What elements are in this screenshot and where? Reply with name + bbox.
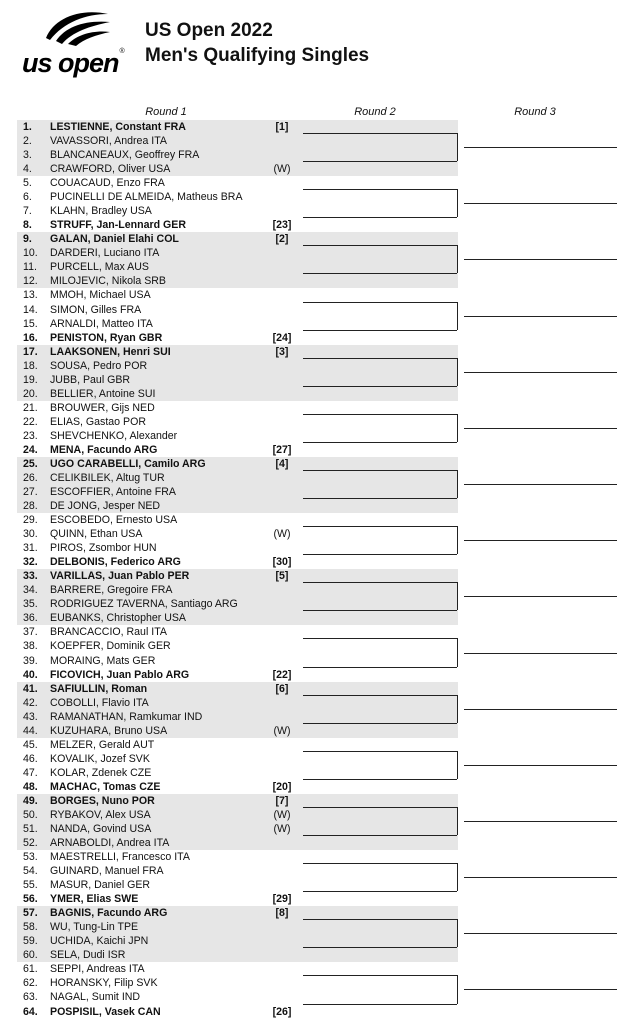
player-num: 55. — [23, 879, 38, 892]
player-name: HORANSKY, Filip SVK — [50, 977, 158, 990]
player-row — [17, 1005, 297, 1019]
player-row — [17, 611, 297, 625]
player-name: ARNALDI, Matteo ITA — [50, 317, 153, 330]
title-line-2: Men's Qualifying Singles — [145, 45, 370, 66]
player-note: [3] — [275, 345, 289, 358]
player-num: 36. — [23, 612, 38, 625]
player-name: RYBAKOV, Alex USA — [50, 808, 151, 821]
round-3-slot-line — [464, 989, 617, 990]
player-row — [17, 583, 297, 597]
player-num: 10. — [23, 247, 38, 260]
player-name: ESCOBEDO, Ernesto USA — [50, 514, 178, 527]
round-2-slot-line — [303, 498, 457, 499]
player-name: SEPPI, Andreas ITA — [50, 963, 145, 976]
player-name: FICOVICH, Juan Pablo ARG — [50, 668, 190, 681]
player-num: 13. — [23, 289, 38, 302]
player-row — [17, 288, 297, 302]
round-2-slot-line — [303, 779, 457, 780]
player-num: 30. — [23, 528, 38, 541]
round-2-slot-line — [303, 919, 457, 920]
player-row — [17, 794, 297, 808]
player-num: 11. — [23, 261, 37, 274]
round-2-slot-line — [303, 273, 457, 274]
player-num: 64. — [23, 1005, 38, 1018]
round-3-slot-line — [464, 203, 617, 204]
round-2-slot-line — [303, 217, 457, 218]
player-name: QUINN, Ethan USA — [50, 528, 143, 541]
player-row — [17, 120, 297, 134]
us-open-logo — [22, 8, 134, 80]
player-row — [17, 443, 297, 457]
player-note: [23] — [272, 219, 292, 232]
round-2-slot-line — [303, 133, 457, 134]
player-row — [17, 780, 297, 794]
round-3-slot-line — [464, 709, 617, 710]
player-num: 21. — [23, 401, 38, 414]
round-2-connector — [457, 975, 458, 1003]
player-name: COBOLLI, Flavio ITA — [50, 696, 149, 709]
player-row — [17, 176, 297, 190]
player-row — [17, 639, 297, 653]
player-row — [17, 668, 297, 682]
round-2-connector — [457, 526, 458, 554]
player-name: BORGES, Nuno POR — [50, 794, 155, 807]
player-num: 18. — [23, 359, 38, 372]
player-row — [17, 457, 297, 471]
player-num: 9. — [23, 233, 32, 246]
player-name: KLAHN, Bradley USA — [50, 205, 152, 218]
round-2-slot-line — [303, 723, 457, 724]
round-2-slot-line — [303, 414, 457, 415]
round-3-slot-line — [464, 316, 617, 317]
round-2-slot-line — [303, 330, 457, 331]
round-3-slot-line — [464, 821, 617, 822]
round-2-connector — [457, 863, 458, 891]
player-num: 34. — [23, 584, 38, 597]
player-num: 62. — [23, 977, 38, 990]
round-3-slot-line — [464, 596, 617, 597]
round-2-slot-line — [303, 554, 457, 555]
player-row — [17, 878, 297, 892]
player-num: 7. — [23, 205, 32, 218]
player-num: 6. — [23, 191, 32, 204]
round-2-slot-line — [303, 835, 457, 836]
round-1-header: Round 1 — [145, 106, 187, 118]
player-num: 15. — [23, 317, 38, 330]
player-name: ESCOFFIER, Antoine FRA — [50, 486, 176, 499]
player-name: SAFIULLIN, Roman — [50, 682, 148, 695]
round-3-slot-line — [464, 933, 617, 934]
player-num: 53. — [23, 851, 38, 864]
player-note: [26] — [272, 1005, 292, 1018]
player-name: COUACAUD, Enzo FRA — [50, 177, 165, 190]
player-row — [17, 429, 297, 443]
player-name: RAMANATHAN, Ramkumar IND — [50, 710, 203, 723]
player-note: [20] — [272, 780, 292, 793]
player-name: STRUFF, Jan-Lennard GER — [50, 219, 186, 232]
player-row — [17, 345, 297, 359]
player-name: DE JONG, Jesper NED — [50, 500, 161, 513]
player-row — [17, 597, 297, 611]
player-num: 61. — [23, 963, 38, 976]
player-note: (W) — [273, 808, 291, 821]
player-name: BRANCACCIO, Raul ITA — [50, 626, 167, 639]
player-num: 12. — [23, 275, 38, 288]
player-row — [17, 317, 297, 331]
player-num: 42. — [23, 696, 38, 709]
round-2-connector — [457, 358, 458, 386]
page-title — [145, 18, 369, 68]
player-note: [24] — [272, 331, 292, 344]
round-2-slot-line — [303, 245, 457, 246]
round-2-slot-line — [303, 582, 457, 583]
round-2-slot-line — [303, 386, 457, 387]
round-2-slot-line — [303, 302, 457, 303]
player-name: KOVALIK, Jozef SVK — [50, 752, 150, 765]
player-name: BELLIER, Antoine SUI — [50, 387, 156, 400]
player-name: MORAING, Mats GER — [50, 654, 156, 667]
tennis-ball-flame-icon — [40, 8, 112, 46]
player-num: 32. — [23, 556, 38, 569]
player-num: 33. — [23, 570, 38, 583]
player-name: MELZER, Gerald AUT — [50, 738, 155, 751]
player-num: 43. — [23, 710, 38, 723]
player-num: 41. — [23, 682, 38, 695]
player-name: SOUSA, Pedro POR — [50, 359, 148, 372]
player-num: 24. — [23, 443, 38, 456]
player-num: 50. — [23, 808, 38, 821]
player-name: SHEVCHENKO, Alexander — [50, 429, 178, 442]
player-row — [17, 204, 297, 218]
player-note: [4] — [275, 457, 289, 470]
player-name: RODRIGUEZ TAVERNA, Santiago ARG — [50, 598, 238, 611]
round-2-connector — [457, 189, 458, 217]
player-name: POSPISIL, Vasek CAN — [50, 1005, 161, 1018]
player-num: 1. — [23, 121, 32, 133]
round-2-slot-line — [303, 807, 457, 808]
round-2-slot-line — [303, 358, 457, 359]
player-num: 25. — [23, 457, 38, 470]
player-row — [17, 331, 297, 345]
player-row — [17, 513, 297, 527]
player-name: JUBB, Paul GBR — [50, 373, 131, 386]
player-row — [17, 724, 297, 738]
player-name: UGO CARABELLI, Camilo ARG — [50, 457, 206, 470]
player-num: 51. — [23, 823, 38, 835]
player-name: KOLAR, Zdenek CZE — [50, 766, 152, 779]
round-2-connector — [457, 302, 458, 330]
round-2-slot-line — [303, 1004, 457, 1005]
player-name: NAGAL, Sumit IND — [50, 991, 141, 1004]
player-note: (W) — [273, 724, 291, 737]
player-name: EUBANKS, Christopher USA — [50, 612, 187, 625]
player-row — [17, 499, 297, 513]
player-row — [17, 232, 297, 246]
player-num: 38. — [23, 640, 38, 653]
player-num: 23. — [23, 429, 38, 442]
player-note: (W) — [273, 528, 291, 541]
player-num: 63. — [23, 991, 38, 1004]
round-2-slot-line — [303, 189, 457, 190]
player-name: LAAKSONEN, Henri SUI — [50, 345, 171, 358]
player-name: WU, Tung-Lin TPE — [50, 921, 139, 934]
player-num: 3. — [23, 149, 32, 162]
player-num: 46. — [23, 752, 38, 765]
player-row — [17, 485, 297, 499]
player-row — [17, 766, 297, 780]
player-name: PURCELL, Max AUS — [50, 261, 149, 274]
player-num: 40. — [23, 668, 38, 681]
round-3-slot-line — [464, 484, 617, 485]
player-name: PIROS, Zsombor HUN — [50, 542, 157, 555]
player-row — [17, 218, 297, 232]
player-num: 31. — [23, 542, 38, 555]
player-row — [17, 654, 297, 668]
player-row — [17, 738, 297, 752]
player-row — [17, 962, 297, 976]
player-row — [17, 625, 297, 639]
player-name: BARRERE, Gregoire FRA — [50, 584, 173, 597]
player-num: 22. — [23, 415, 38, 428]
player-row — [17, 359, 297, 373]
round-2-connector — [457, 414, 458, 442]
round-2-slot-line — [303, 863, 457, 864]
round-2-slot-line — [303, 751, 457, 752]
player-name: DARDERI, Luciano ITA — [50, 247, 160, 260]
player-num: 14. — [23, 303, 38, 316]
player-row — [17, 527, 297, 541]
round-2-connector — [457, 695, 458, 723]
round-2-connector — [457, 470, 458, 498]
player-row — [17, 569, 297, 583]
player-num: 47. — [23, 766, 38, 779]
player-note: [7] — [275, 794, 289, 807]
round-2-slot-line — [303, 947, 457, 948]
player-name: MMOH, Michael USA — [50, 289, 151, 302]
round-3-slot-line — [464, 653, 617, 654]
player-name: BROUWER, Gijs NED — [50, 401, 155, 414]
round-2-slot-line — [303, 891, 457, 892]
round-3-slot-line — [464, 259, 617, 260]
player-row — [17, 920, 297, 934]
round-3-slot-line — [464, 428, 617, 429]
player-num: 58. — [23, 921, 38, 934]
player-row — [17, 373, 297, 387]
round-3-slot-line — [464, 765, 617, 766]
player-row — [17, 387, 297, 401]
player-row — [17, 190, 297, 204]
player-num: 48. — [23, 780, 38, 793]
player-num: 28. — [23, 500, 38, 513]
player-name: PUCINELLI DE ALMEIDA, Matheus BRA — [50, 191, 243, 204]
player-name: KUZUHARA, Bruno USA — [50, 724, 168, 737]
player-num: 17. — [23, 345, 38, 358]
player-row — [17, 682, 297, 696]
player-num: 59. — [23, 935, 38, 948]
player-name: DELBONIS, Federico ARG — [50, 556, 181, 569]
player-name: VAVASSORI, Andrea ITA — [50, 135, 167, 148]
player-note: (W) — [273, 163, 291, 176]
player-num: 19. — [23, 373, 38, 386]
player-row — [17, 303, 297, 317]
player-note: [2] — [275, 233, 289, 246]
player-name: UCHIDA, Kaichi JPN — [50, 935, 149, 948]
player-num: 29. — [23, 514, 38, 527]
player-num: 56. — [23, 893, 38, 906]
player-num: 52. — [23, 837, 38, 850]
player-row — [17, 864, 297, 878]
logo-wordmark: us open® — [22, 48, 124, 78]
player-row — [17, 415, 297, 429]
player-row — [17, 808, 297, 822]
player-name: YMER, Elias SWE — [50, 893, 139, 906]
round-3-slot-line — [464, 147, 617, 148]
player-note: [5] — [275, 570, 289, 583]
player-row — [17, 976, 297, 990]
player-note: [27] — [272, 443, 292, 456]
player-num: 45. — [23, 738, 38, 751]
player-num: 37. — [23, 626, 38, 639]
round-3-slot-line — [464, 877, 617, 878]
player-name: ELIAS, Gastao POR — [50, 415, 146, 428]
player-name: MENA, Facundo ARG — [50, 443, 158, 456]
player-num: 20. — [23, 387, 38, 400]
player-row — [17, 906, 297, 920]
round-2-slot-line — [303, 695, 457, 696]
player-num: 44. — [23, 724, 38, 737]
player-row — [17, 246, 297, 260]
player-name: SELA, Dudi ISR — [50, 949, 126, 962]
player-num: 39. — [23, 654, 38, 667]
title-line-1: US Open 2022 — [145, 20, 273, 41]
player-row — [17, 134, 297, 148]
round-2-connector — [457, 582, 458, 610]
player-name: GALAN, Daniel Elahi COL — [50, 233, 179, 246]
player-row — [17, 934, 297, 948]
player-row — [17, 148, 297, 162]
player-num: 35. — [23, 598, 38, 611]
player-row — [17, 822, 297, 836]
player-name: CRAWFORD, Oliver USA — [50, 163, 171, 176]
round-3-slot-line — [464, 372, 617, 373]
player-row — [17, 162, 297, 176]
player-note: [1] — [275, 121, 289, 133]
round-2-connector — [457, 807, 458, 835]
round-2-slot-line — [303, 526, 457, 527]
player-row — [17, 401, 297, 415]
player-row — [17, 274, 297, 288]
player-row — [17, 541, 297, 555]
player-num: 57. — [23, 907, 38, 920]
player-row — [17, 696, 297, 710]
player-note: (W) — [273, 823, 291, 835]
player-name: MASUR, Daniel GER — [50, 879, 151, 892]
player-num: 16. — [23, 331, 38, 344]
round-2-connector — [457, 751, 458, 779]
player-note: [6] — [275, 682, 289, 695]
round-2-slot-line — [303, 610, 457, 611]
player-num: 4. — [23, 163, 32, 176]
round-3-header: Round 3 — [514, 106, 556, 118]
player-name: SIMON, Gilles FRA — [50, 303, 142, 316]
round-2-header: Round 2 — [354, 106, 396, 118]
player-row — [17, 752, 297, 766]
player-name: KOEPFER, Dominik GER — [50, 640, 171, 653]
player-name: ARNABOLDI, Andrea ITA — [50, 837, 170, 850]
player-row — [17, 260, 297, 274]
player-num: 54. — [23, 865, 38, 878]
round-2-connector — [457, 919, 458, 947]
round-2-slot-line — [303, 975, 457, 976]
player-name: MAESTRELLI, Francesco ITA — [50, 851, 190, 864]
player-note: [8] — [275, 907, 289, 920]
player-name: MACHAC, Tomas CZE — [50, 780, 161, 793]
round-2-slot-line — [303, 161, 457, 162]
player-name: LESTIENNE, Constant FRA — [50, 121, 186, 133]
player-name: CELIKBILEK, Altug TUR — [50, 472, 165, 484]
player-row — [17, 471, 297, 485]
player-name: BAGNIS, Facundo ARG — [50, 907, 168, 920]
player-num: 8. — [23, 219, 32, 232]
round-2-slot-line — [303, 470, 457, 471]
player-num: 2. — [23, 135, 32, 148]
player-note: [30] — [272, 556, 292, 569]
player-row — [17, 948, 297, 962]
round-2-connector — [457, 245, 458, 273]
round-2-connector — [457, 638, 458, 666]
player-name: NANDA, Govind USA — [50, 823, 152, 835]
player-name: VARILLAS, Juan Pablo PER — [50, 570, 190, 583]
round-2-slot-line — [303, 442, 457, 443]
player-row — [17, 850, 297, 864]
player-note: [22] — [272, 668, 292, 681]
player-row — [17, 710, 297, 724]
player-num: 27. — [23, 486, 38, 499]
round-2-slot-line — [303, 667, 457, 668]
player-name: GUINARD, Manuel FRA — [50, 865, 164, 878]
player-note: [29] — [272, 893, 292, 906]
player-row — [17, 892, 297, 906]
player-row — [17, 555, 297, 569]
round-2-connector — [457, 133, 458, 161]
player-num: 60. — [23, 949, 38, 962]
round-2-slot-line — [303, 638, 457, 639]
player-name: BLANCANEAUX, Geoffrey FRA — [50, 149, 200, 162]
player-num: 26. — [23, 472, 38, 484]
player-num: 49. — [23, 794, 38, 807]
round-3-slot-line — [464, 540, 617, 541]
player-name: PENISTON, Ryan GBR — [50, 331, 163, 344]
player-row — [17, 836, 297, 850]
player-row — [17, 990, 297, 1004]
player-num: 5. — [23, 177, 32, 190]
player-name: MILOJEVIC, Nikola SRB — [50, 275, 166, 288]
